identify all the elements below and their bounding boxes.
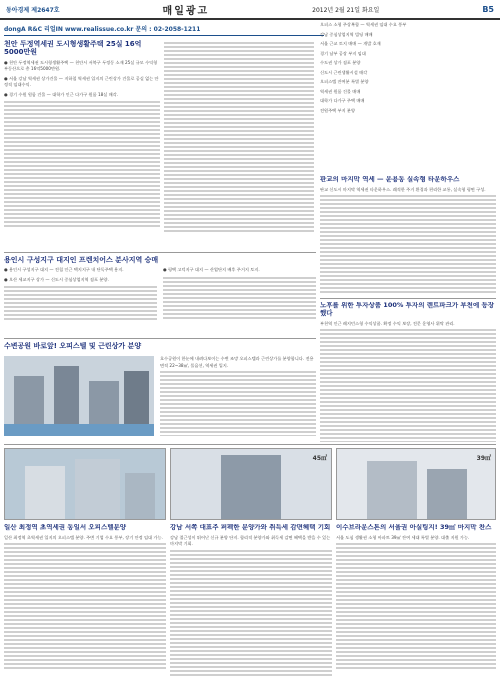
article-8 xyxy=(336,524,496,688)
article-4-text: 일산 최정역 초역세권 입지의 오피스텔 분양. 주변 기업 수요 풍부, 장기 안정 임대 가능. xyxy=(4,534,163,540)
article-1-headline: 천안 두정역세권 도시형생활주택 25실 16억5000만원 xyxy=(4,40,142,57)
issue-date: 2012년 2월 21일 화요일 xyxy=(312,6,380,14)
listing-item: 전원주택 부지 분양 xyxy=(320,107,356,113)
article-7-headline: 노후를 위한 투자상품 100% 투자의 렌트파크가 부천에 등장했다 xyxy=(320,302,495,317)
divider xyxy=(4,444,496,445)
size-badge: 39㎡ xyxy=(476,455,491,462)
divider xyxy=(320,298,496,299)
article-1 xyxy=(4,40,160,250)
article-4 xyxy=(4,524,166,688)
listing-item: 오피스 소형 주상복합 — 역세권 임대 수요 풍부 xyxy=(320,22,407,27)
page-header xyxy=(0,0,500,20)
article-3-headline: 수변공원 바로앞! 오피스텔 및 근린상가 분양 xyxy=(4,342,142,350)
listings-column xyxy=(320,22,496,172)
divider xyxy=(4,252,316,253)
article-2-item: ● 용인시 구성지구 대지 — 전철 인근 택지지구 내 단독주택 용지. xyxy=(4,267,124,273)
divider xyxy=(4,338,316,339)
article-2-item: ● 오산 세교지구 상가 — 신도시 중심상업지역 점포 분양. xyxy=(4,276,109,282)
body-text-lines xyxy=(320,329,496,442)
listing-item: 역세권 원룸 건물 매매 xyxy=(320,88,361,94)
brand-line: dongA R&C 리얼IN www.realissue.co.kr 문의 : 02-2058-1211 xyxy=(4,26,201,33)
article-7 xyxy=(320,302,496,442)
ad-photo-1 xyxy=(4,448,166,520)
body-text-lines xyxy=(170,550,332,676)
body-text-lines xyxy=(320,195,496,293)
article-7-text: 부천역 인근 레지던스형 수익상품. 확정 수익 보장, 전문 운영사 위탁 관리. xyxy=(320,320,455,326)
article-5-headline: 강남 서쪽 대표주 퍼펙한 분양가와 취득세 감면혜택 기회 xyxy=(170,524,331,531)
article-6-text: 판교 신도시 마지막 역세권 타운하우스. 쾌적한 주거 환경과 편리한 교통, 실속형 평면 구성. xyxy=(320,186,486,192)
article-3-text: 호수공원이 한눈에 내려다보이는 수변 조망 오피스텔과 근린상가를 분양합니다. 전용 면적 22~38㎡, 풀옵션, 역세권 입지. xyxy=(160,356,314,368)
article-2 xyxy=(4,256,316,336)
ad-photo-2 xyxy=(170,448,332,520)
article-8-headline: 이수브라운스톤의 서울권 아실팅지! 39㎡ 마지막 찬스 xyxy=(336,524,492,531)
body-text-lines xyxy=(163,277,316,319)
article-1-item: ● 천안 두정역세권 도시형생활주택 — 천안시 서북구 두정동 소재 25실 규모 수익형 부동산으로 총 16억5000만원. xyxy=(4,59,158,72)
paper-name: 동아경제 제2647호 xyxy=(6,6,60,14)
article-1-cont xyxy=(164,40,314,250)
article-6-headline: 판교의 마지막 역세 — 운용동 실속형 타운하우스 xyxy=(320,176,460,183)
listing-item: 강남 중심상업지역 빌딩 매매 xyxy=(320,31,373,37)
body-text-lines xyxy=(336,543,496,669)
listing-item: 신도시 근린생활시설 매각 xyxy=(320,69,368,75)
article-2-headline: 용인시 구성지구 대지인 프렌치어스 분사지역 승매 xyxy=(4,256,159,264)
article-8-text: 서울 도심 생활권 소형 아파트 39㎡ 잔여 세대 특별 분양. 대출 지원 가능. xyxy=(336,534,470,540)
article-6 xyxy=(320,176,496,296)
brand-banner xyxy=(4,22,324,36)
section-title: 매일광고 xyxy=(162,5,210,17)
ad-photo-3 xyxy=(336,448,496,520)
article-5 xyxy=(170,524,332,688)
size-badge: 45㎡ xyxy=(312,455,327,462)
article-2-item: ● 평택 고덕지구 대지 — 산업단지 배후 주거지 토지. xyxy=(163,267,260,273)
body-text-lines xyxy=(160,371,316,436)
article-1-item: ● 서울 강남 역세권 상가건물 — 지하철 역세권 입지의 근린상가 건물로 공실 없는 안정적 임대수익. xyxy=(4,75,159,88)
article-3-body xyxy=(160,356,316,436)
listing-item: 서울 근교 토지 매매 — 개발 호재 xyxy=(320,41,381,46)
article-5-text: 강남 접근성이 뛰어난 신규 분양 단지. 합리적 분양가와 취득세 감면 혜택을 받을 수 있는 마지막 기회. xyxy=(170,534,331,547)
body-text-lines xyxy=(4,286,157,320)
listing-item: 대학가 다가구 주택 매매 xyxy=(320,98,365,103)
article-1-item: ● 경기 수원 원룸 건물 — 대학가 인근 다가구 원룸 18실 매각. xyxy=(4,91,119,97)
page-number: B5 xyxy=(482,4,494,14)
body-text-lines xyxy=(4,101,160,227)
listing-item: 수도권 상가 점포 분양 xyxy=(320,60,361,65)
listing-item: 경기 남부 공장 부지 임대 xyxy=(320,50,366,56)
body-text-lines xyxy=(164,42,314,232)
listing-item: 오피스텔 잔여분 특별 분양 xyxy=(320,79,369,84)
building-photo xyxy=(4,356,154,436)
body-text-lines xyxy=(4,543,166,669)
article-4-headline: 일산 최정역 초역세권 동일서 오피스텔분양 xyxy=(4,524,127,531)
